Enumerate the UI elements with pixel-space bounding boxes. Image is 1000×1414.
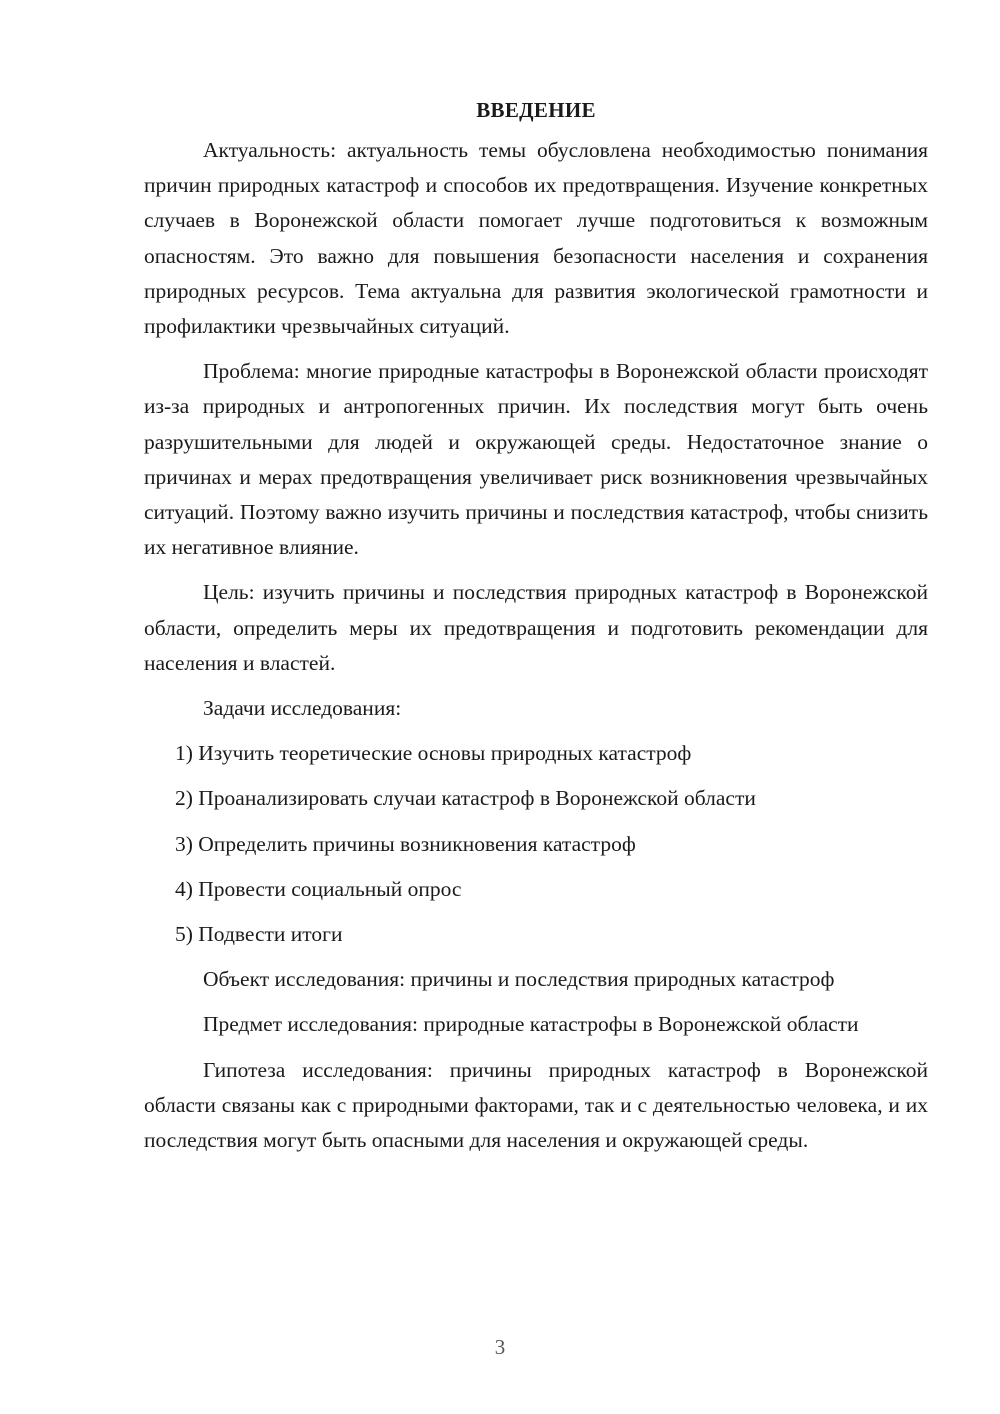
page-number: 3 xyxy=(494,1335,506,1359)
object-paragraph: Объект исследования: причины и последствия природных катастроф xyxy=(203,967,835,992)
section-title: ВВЕДЕНИЕ xyxy=(476,98,596,122)
task-item-5: 5) Подвести итоги xyxy=(175,922,343,947)
task-item-1: 1) Изучить теоретические основы природных катастроф xyxy=(175,741,692,766)
goal-paragraph: Цель: изучить причины и последствия природных катастроф в Воронежской области, определить меры их предотвращения и подготовить рекомендации для населения и властей. xyxy=(144,580,928,675)
tasks-heading: Задачи исследования: xyxy=(203,696,402,721)
subject-paragraph: Предмет исследования: природные катастрофы в Воронежской области xyxy=(203,1012,859,1037)
relevance-paragraph: Актуальность: актуальность темы обусловлена необходимостью понимания причин природных катастроф и способов их предотвращения. Изучение конкретных случаев в Воронежской области помогает лучше подготовиться к возможным опасностям. Это важно для повышения безопасности населения и сохранения природных ресурсов. Тема актуальна для развития экологической грамотности и профилактики чрезвычайных ситуаций. xyxy=(144,138,928,339)
task-item-2: 2) Проанализировать случаи катастроф в Воронежской области xyxy=(175,786,756,811)
task-item-3: 3) Определить причины возникновения катастроф xyxy=(175,831,636,856)
document-page xyxy=(144,92,928,1168)
hypothesis-paragraph: Гипотеза исследования: причины природных катастроф в Воронежской области связаны как с природными факторами, так и с деятельностью человека, и их последствия могут быть опасными для населения и окружающей среды. xyxy=(144,1057,928,1153)
task-item-4: 4) Провести социальный опрос xyxy=(175,876,462,901)
problem-paragraph: Проблема: многие природные катастрофы в Воронежской области происходят из-за природных и антропогенных причин. Их последствия могут быть очень разрушительными для людей и окружающей среды. Недостаточное знание о причинах и мерах предотвращения увеличивает риск возникновения чрезвычайных ситуаций. Поэтому важно изучить причины и последствия катастроф, чтобы снизить их негативное влияние. xyxy=(144,359,928,560)
